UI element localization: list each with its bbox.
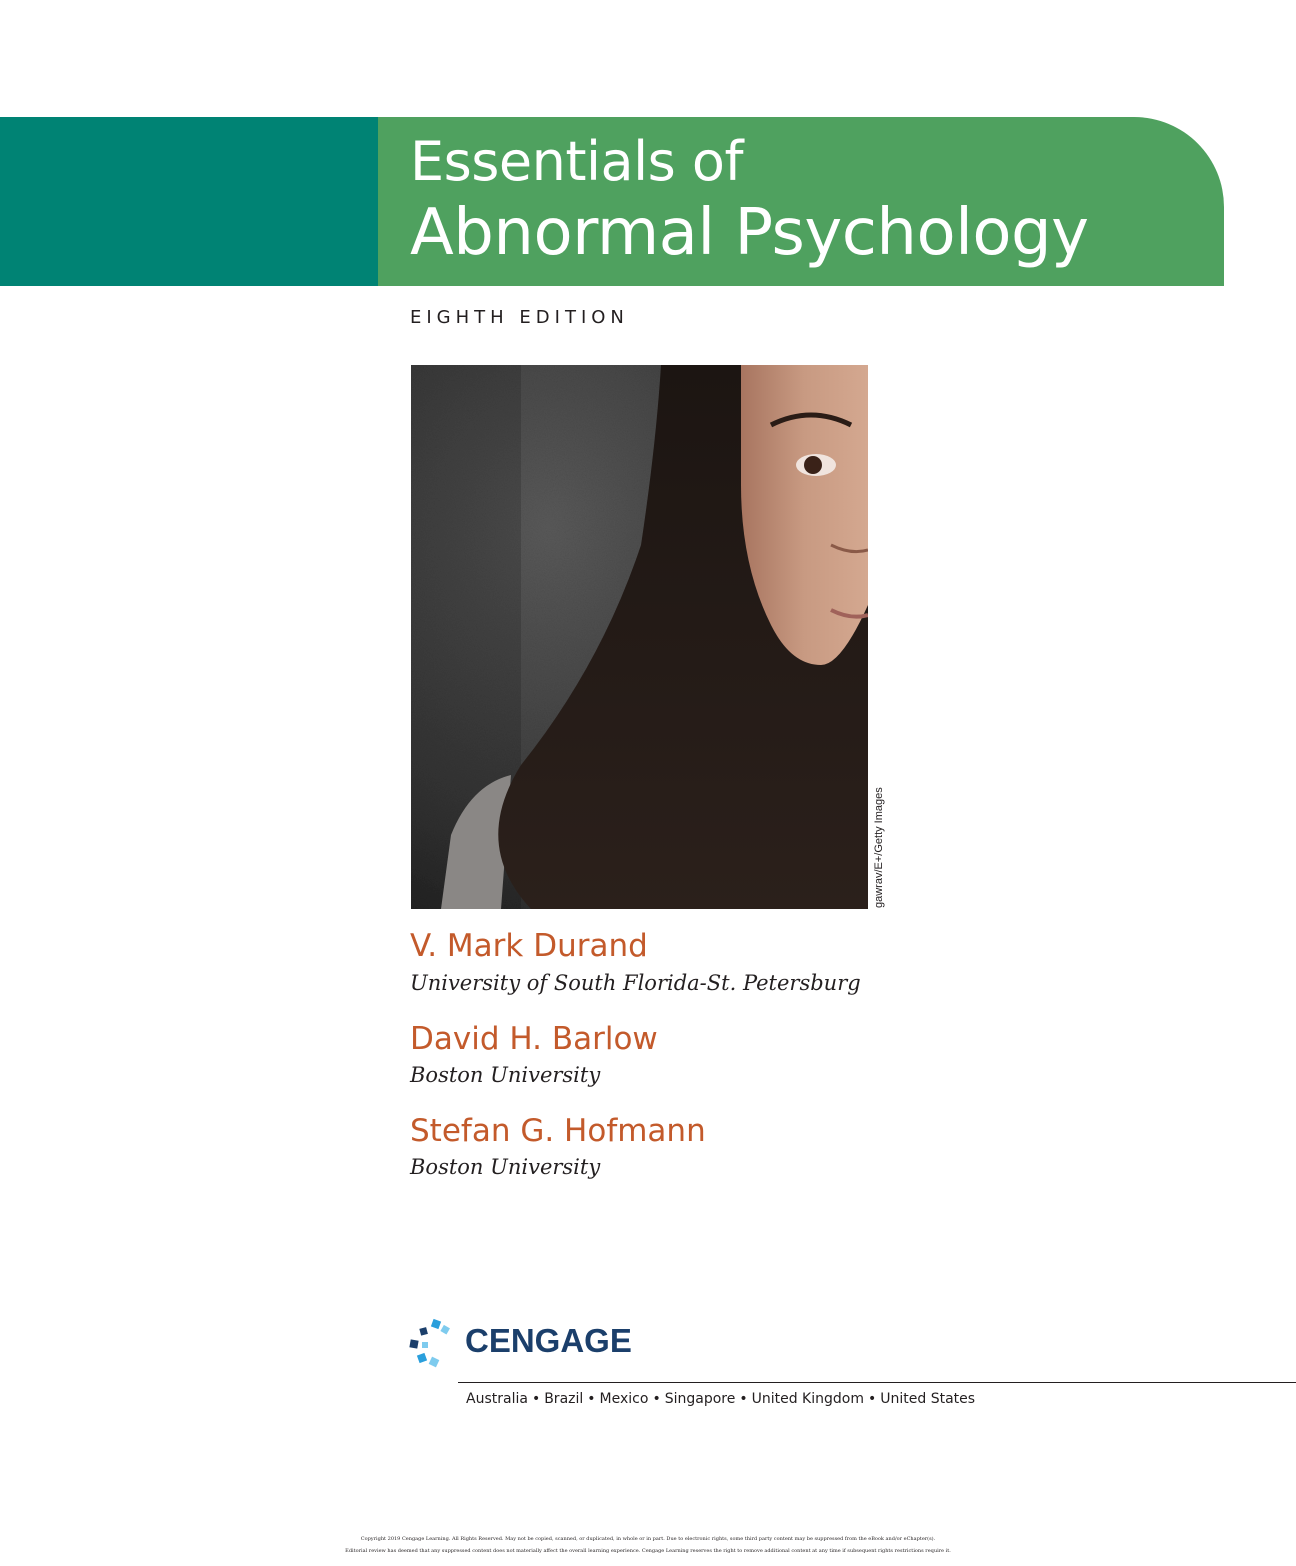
location: Mexico [599, 1391, 649, 1407]
author-name: David H. Barlow [410, 1021, 658, 1057]
book-title-line1: Essentials of [410, 130, 743, 193]
location: Australia [466, 1391, 528, 1407]
title-band-teal [0, 117, 378, 286]
book-title-line2: Abnormal Psychology [410, 196, 1089, 270]
cover-photo [411, 365, 868, 909]
location: United States [880, 1391, 976, 1407]
author-affiliation: Boston University [410, 1155, 601, 1179]
location: Singapore [664, 1391, 736, 1407]
copyright-line: Editorial review has deemed that any suppressed content does not materially affect the overall learning experience. Cengage Learning reserves the right to remove additional content at any time if subsequent rights restrictions require it. [345, 1548, 951, 1554]
author-affiliation: Boston University [410, 1063, 601, 1087]
publisher-locations: Australia • Brazil • Mexico • Singapore • United Kingdom • United States [466, 1391, 976, 1407]
author-name: V. Mark Durand [410, 928, 648, 964]
author-name: Stefan G. Hofmann [410, 1113, 706, 1149]
photo-credit: gawrav/E+/Getty Images [873, 787, 885, 908]
edition-label: EIGHTH EDITION [410, 307, 629, 328]
location: Brazil [544, 1391, 584, 1407]
copyright-line: Copyright 2019 Cengage Learning. All Rights Reserved. May not be copied, scanned, or duplicated, in whole or in part. Due to electronic rights, some third party content may be suppressed from the eBook and/or eChapter(s). [360, 1536, 936, 1542]
location: United Kingdom [751, 1391, 864, 1407]
author-affiliation: University of South Florida-St. Petersburg [410, 971, 861, 995]
divider [458, 1382, 1296, 1383]
cengage-logo-icon [408, 1318, 460, 1370]
publisher-name: CENGAGE [465, 1322, 632, 1359]
